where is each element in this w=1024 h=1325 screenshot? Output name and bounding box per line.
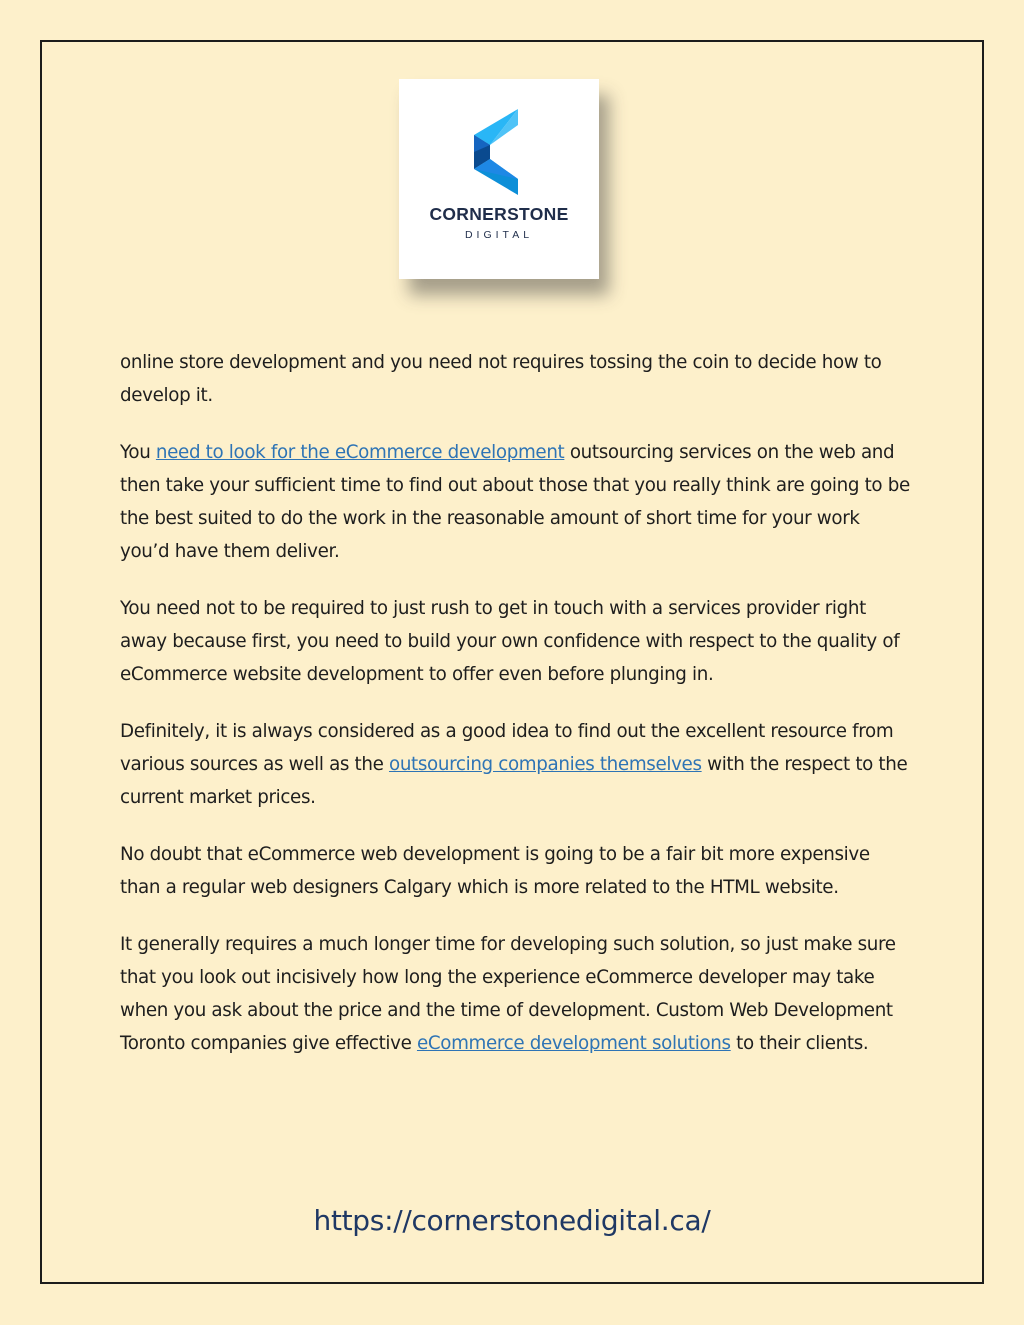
- paragraph: [120, 838, 910, 904]
- paragraph: [120, 436, 910, 568]
- paragraph: [120, 592, 910, 691]
- paragraph: [120, 346, 910, 412]
- cornerstone-logo-icon: [474, 109, 522, 195]
- paragraph-text: No doubt that eCommerce web development is going to be a fair bit more expensive than a regular web designers Calgary which is more related to the HTML website.: [120, 844, 870, 898]
- paragraph-text: It generally requires a much longer time for developing such solution, so just make sure that you look out incisively how long the experience eCommerce developer may take when you ask about the price and the time of development. Custom Web Development Toronto companies give effective: [120, 934, 896, 1054]
- ecommerce-development-link[interactable]: need to look for the eCommerce development: [155, 442, 565, 463]
- paragraph: [120, 928, 910, 1060]
- paragraph-text: to their clients.: [730, 1033, 869, 1054]
- ecommerce-solutions-link[interactable]: eCommerce development solutions: [416, 1033, 731, 1054]
- paragraph-text: with the respect to the current market prices.: [120, 754, 908, 808]
- paragraph-text: outsourcing services on the web and then take your sufficient time to find out about those that you really think are going to be the best suited to do the work in the reasonable amount of short time for your work you’d have them deliver.: [120, 442, 910, 562]
- website-url[interactable]: https://cornerstonedigital.ca/: [313, 1204, 711, 1237]
- paragraph-text: You: [120, 442, 156, 463]
- paragraph-text: You need not to be required to just rush to get in touch with a services provider right away because first, you need to build your own confidence with respect to the quality of eCommerce website development to offer even before plunging in.: [120, 598, 900, 685]
- paragraph-text: Definitely, it is always considered as a good idea to find out the excellent resource from various sources as well as the: [120, 721, 894, 775]
- logo-wordmark: CORNERSTONE: [429, 204, 569, 224]
- logo-subtext: DIGITAL: [464, 229, 534, 241]
- paragraph: [120, 715, 910, 814]
- company-logo: [399, 79, 599, 279]
- article-body: [120, 346, 910, 1084]
- outsourcing-companies-link[interactable]: outsourcing companies themselves: [388, 754, 702, 775]
- paragraph-text: online store development and you need not requires tossing the coin to decide how to develop it.: [120, 352, 882, 406]
